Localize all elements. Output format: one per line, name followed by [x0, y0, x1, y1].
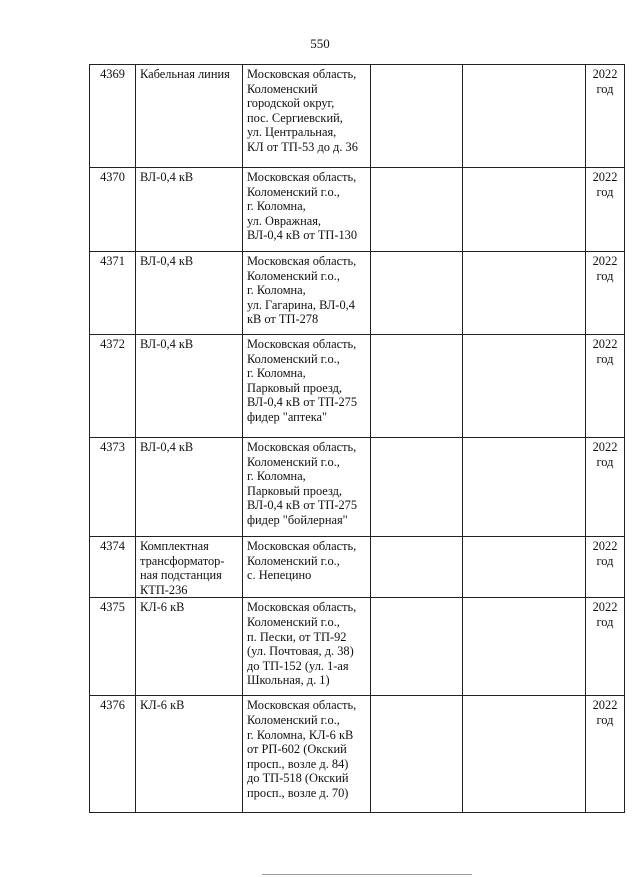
table-row	[90, 65, 625, 168]
address-cell-line: Московская область,	[247, 600, 357, 615]
address-cell	[243, 438, 371, 537]
empty-cell	[371, 335, 463, 438]
record-number-cell: 4373	[90, 438, 136, 537]
address-cell-line: Коломенский г.о.,	[247, 268, 340, 283]
address-cell-line: пос. Сергиевский,	[247, 110, 343, 125]
address-cell-line: Коломенский г.о.,	[247, 614, 340, 629]
address-cell	[243, 335, 371, 438]
year-cell-line: год	[596, 268, 614, 283]
address-cell-line: ВЛ-0,4 кВ от ТП-275	[247, 395, 358, 410]
year-cell-line: 2022	[592, 698, 618, 713]
object-name-cell-line: ВЛ-0,4 кВ	[140, 337, 194, 351]
empty-cell	[463, 335, 586, 438]
address-cell-line: п. Пески, от ТП-92	[247, 629, 347, 644]
object-name-cell	[136, 537, 243, 598]
address-cell-line: Коломенский г.о.,	[247, 351, 340, 366]
empty-cell	[463, 696, 586, 813]
empty-cell	[463, 168, 586, 252]
table-row	[90, 252, 625, 335]
year-cell	[586, 438, 625, 537]
year-cell-line: год	[596, 614, 614, 629]
address-cell-line: кВ от ТП-278	[247, 312, 319, 327]
empty-cell	[371, 252, 463, 335]
object-name-cell-line: Комплектная	[140, 539, 209, 553]
object-name-cell	[136, 168, 243, 252]
year-cell-line: год	[596, 81, 614, 96]
address-cell-line: Московская область,	[247, 440, 357, 454]
registry-table-body	[90, 65, 625, 813]
empty-cell	[371, 537, 463, 598]
empty-cell	[463, 65, 586, 168]
year-cell-line: 2022	[592, 600, 618, 615]
address-cell-line: Московская область,	[247, 170, 357, 184]
address-cell-line: просп., возле д. 70)	[247, 785, 349, 800]
address-cell-line: Коломенский г.о.,	[247, 712, 340, 727]
address-cell-line: г. Коломна,	[247, 283, 306, 298]
address-cell-line: ВЛ-0,4 кВ от ТП-275	[247, 498, 358, 513]
object-name-cell-line: ВЛ-0,4 кВ	[140, 170, 194, 184]
object-name-cell	[136, 598, 243, 696]
year-cell-line: год	[596, 553, 614, 568]
record-number-cell: 4375	[90, 598, 136, 696]
address-cell	[243, 537, 371, 598]
object-name-cell	[136, 65, 243, 168]
address-cell-line: Московская область,	[247, 337, 357, 351]
registry-table	[89, 64, 625, 813]
year-cell	[586, 65, 625, 168]
address-cell-line: Московская область,	[247, 698, 357, 713]
address-cell	[243, 168, 371, 252]
year-cell-line: 2022	[592, 254, 618, 268]
address-cell-line: до ТП-152 (ул. 1-ая	[247, 658, 349, 673]
year-cell-line: 2022	[592, 337, 618, 351]
empty-cell	[371, 438, 463, 537]
address-cell-line: городской округ,	[247, 96, 335, 111]
address-cell	[243, 598, 371, 696]
address-cell-line: ул. Овражная,	[247, 213, 322, 228]
object-name-cell	[136, 696, 243, 813]
address-cell-line: с. Непецино	[247, 568, 312, 583]
empty-cell	[371, 598, 463, 696]
record-number-cell: 4369	[90, 65, 136, 168]
address-cell-line: КЛ от ТП-53 до д. 36	[247, 139, 358, 154]
year-cell-line: 2022	[592, 170, 618, 184]
page-bottom-edge-line	[262, 874, 472, 875]
year-cell-line: 2022	[592, 440, 618, 454]
object-name-cell-line: КТП-236	[140, 582, 188, 597]
object-name-cell-line: Кабельная линия	[140, 67, 230, 81]
table-row	[90, 335, 625, 438]
object-name-cell-line: ная подстанция	[140, 568, 222, 583]
address-cell-line: Коломенский г.о.,	[247, 184, 340, 199]
record-number-cell: 4370	[90, 168, 136, 252]
object-name-cell	[136, 252, 243, 335]
address-cell	[243, 252, 371, 335]
year-cell-line: 2022	[592, 67, 618, 81]
address-cell	[243, 65, 371, 168]
address-cell-line: г. Коломна,	[247, 469, 306, 484]
address-cell-line: ул. Центральная,	[247, 125, 337, 140]
table-row	[90, 537, 625, 598]
object-name-cell-line: КЛ-6 кВ	[140, 698, 185, 713]
address-cell-line: просп., возле д. 84)	[247, 756, 349, 771]
address-cell-line: фидер "бойлерная"	[247, 512, 348, 527]
empty-cell	[371, 65, 463, 168]
year-cell-line: год	[596, 454, 614, 469]
year-cell-line: год	[596, 712, 614, 727]
address-cell-line: Коломенский г.о.,	[247, 553, 340, 568]
address-cell-line: Парковый проезд,	[247, 483, 343, 498]
year-cell	[586, 335, 625, 438]
record-number-cell: 4371	[90, 252, 136, 335]
empty-cell	[463, 537, 586, 598]
address-cell-line: Московская область,	[247, 254, 357, 268]
object-name-cell-line: ВЛ-0,4 кВ	[140, 254, 194, 268]
year-cell-line: год	[596, 351, 614, 366]
year-cell	[586, 537, 625, 598]
address-cell-line: Московская область,	[247, 67, 357, 81]
year-cell-line: год	[596, 184, 614, 199]
empty-cell	[463, 598, 586, 696]
address-cell-line: Московская область,	[247, 539, 357, 553]
record-number-cell: 4376	[90, 696, 136, 813]
object-name-cell-line: трансформатор-	[140, 553, 225, 568]
address-cell-line: ул. Гагарина, ВЛ-0,4	[247, 297, 355, 312]
empty-cell	[371, 168, 463, 252]
object-name-cell-line: КЛ-6 кВ	[140, 600, 185, 615]
year-cell-line: 2022	[592, 539, 618, 553]
address-cell-line: от РП-602 (Окский	[247, 742, 347, 757]
object-name-cell	[136, 335, 243, 438]
empty-cell	[463, 252, 586, 335]
address-cell-line: Коломенский г.о.,	[247, 454, 340, 469]
page-number: 550	[310, 36, 330, 51]
table-row	[90, 168, 625, 252]
record-number-cell: 4374	[90, 537, 136, 598]
address-cell-line: до ТП-518 (Окский	[247, 771, 349, 786]
year-cell	[586, 252, 625, 335]
object-name-cell-line: ВЛ-0,4 кВ	[140, 440, 194, 454]
object-name-cell	[136, 438, 243, 537]
address-cell-line: г. Коломна, КЛ-6 кВ	[247, 727, 354, 742]
address-cell-line: фидер "аптека"	[247, 409, 328, 424]
empty-cell	[463, 438, 586, 537]
year-cell	[586, 598, 625, 696]
address-cell-line: Парковый проезд,	[247, 380, 343, 395]
address-cell-line: Школьная, д. 1)	[247, 673, 330, 688]
record-number-cell: 4372	[90, 335, 136, 438]
year-cell	[586, 696, 625, 813]
empty-cell	[371, 696, 463, 813]
table-row	[90, 696, 625, 813]
table-row	[90, 598, 625, 696]
address-cell-line: Коломенский	[247, 81, 318, 96]
address-cell-line: ВЛ-0,4 кВ от ТП-130	[247, 228, 358, 243]
address-cell-line: г. Коломна,	[247, 199, 306, 214]
address-cell-line: (ул. Почтовая, д. 38)	[247, 644, 354, 659]
year-cell	[586, 168, 625, 252]
address-cell-line: г. Коломна,	[247, 366, 306, 381]
table-row	[90, 438, 625, 537]
address-cell	[243, 696, 371, 813]
